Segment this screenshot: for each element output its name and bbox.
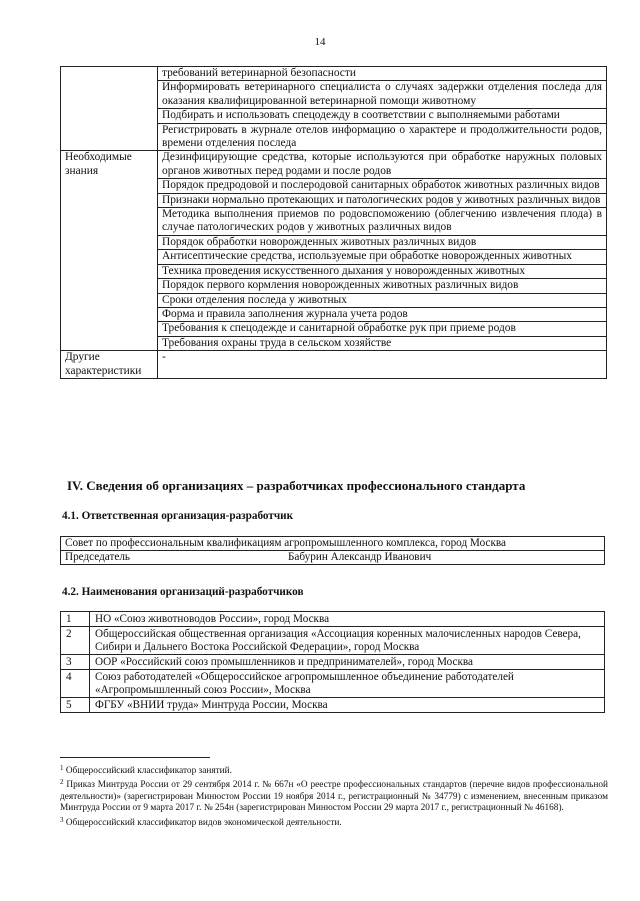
table-row xyxy=(61,698,605,713)
org-number: 4 xyxy=(61,670,90,698)
org-number: 1 xyxy=(61,612,90,627)
row-value: Дезинфицирующие средства, которые используются при обработке наружных половых органов животных перед родами и после родов xyxy=(158,151,607,179)
row-label: Необходимые знания xyxy=(61,151,158,351)
row-value: Требования охраны труда в сельском хозяйстве xyxy=(158,336,607,350)
chair-cell xyxy=(61,551,605,565)
section-4-title: IV. Сведения об организациях – разработчиках профессионального стандарта xyxy=(67,478,526,493)
developer-orgs-table xyxy=(60,611,605,713)
row-value: Информировать ветеринарного специалиста о случаях задержки отделения последа для оказания квалифицированной ветеринарной помощи животному xyxy=(158,81,607,109)
table-row xyxy=(61,670,605,698)
footnotes xyxy=(60,763,608,829)
table-row xyxy=(61,655,605,670)
org-name: Союз работодателей «Общероссийское агропромышленное объединение работодателей «Агропромышленный союз России», Москва xyxy=(90,670,605,698)
footnote-divider xyxy=(60,757,210,758)
footnote-text: Общероссийский классификатор видов экономической деятельности. xyxy=(65,817,342,828)
footnote-text: Общероссийский классификатор занятий. xyxy=(65,766,232,776)
table-row xyxy=(61,537,605,551)
table-row xyxy=(61,351,607,379)
footnote xyxy=(60,815,608,829)
table-row xyxy=(61,627,605,655)
table-row xyxy=(61,151,607,179)
row-value: Антисептические средства, используемые при обработке новорожденных животных xyxy=(158,250,607,264)
row-value: Методика выполнения приемов по родовспоможению (облегчению извлечения плода) в случае патологических родов у животных различных видов xyxy=(158,208,607,236)
org-name: ФГБУ «ВНИИ труда» Минтруда России, Москва xyxy=(90,698,605,713)
footnote-mark: 3 xyxy=(60,815,64,824)
footnote-mark: 1 xyxy=(60,764,64,772)
table-row xyxy=(61,67,607,81)
responsible-org-name: Совет по профессиональным квалификациям агропромышленного комплекса, город Москва xyxy=(61,537,605,551)
chair-role: Председатель xyxy=(65,551,131,563)
row-value: Порядок предродовой и послеродовой санитарных обработок животных различных видов xyxy=(158,179,607,193)
row-value: Форма и правила заполнения журнала учета родов xyxy=(158,307,607,321)
row-value: Порядок первого кормления новорожденных животных различных видов xyxy=(158,279,607,293)
section-4-1-title: 4.1. Ответственная организация-разработчик xyxy=(62,510,294,522)
row-value: Требования к спецодежде и санитарной обработке рук при приеме родов xyxy=(158,322,607,336)
row-label xyxy=(61,67,158,151)
row-value: - xyxy=(158,351,607,379)
org-number: 5 xyxy=(61,698,90,713)
org-name: ООР «Российский союз промышленников и предпринимателей», город Москва xyxy=(90,655,605,670)
footnote-mark: 2 xyxy=(60,778,64,787)
section-4-2-title: 4.2. Наименования организаций-разработчиков xyxy=(62,586,304,598)
chair-name: Бабурин Александр Иванович xyxy=(288,551,432,563)
page-number: 14 xyxy=(314,36,326,48)
org-name: НО «Союз животноводов России», город Москва xyxy=(90,612,605,627)
org-number: 2 xyxy=(61,627,90,655)
row-value: Подбирать и использовать спецодежду в соответствии с выполняемыми работами xyxy=(158,109,607,123)
row-value: Порядок обработки новорожденных животных различных видов xyxy=(158,235,607,249)
footnote xyxy=(60,777,608,814)
row-value: Техника проведения искусственного дыхания у новорожденных животных xyxy=(158,264,607,278)
row-label: Другие характеристики xyxy=(61,351,158,379)
knowledge-table xyxy=(60,66,607,379)
table-row xyxy=(61,612,605,627)
table-row xyxy=(61,551,605,565)
org-number: 3 xyxy=(61,655,90,670)
row-value: Регистрировать в журнале отелов информацию о характере и продолжительности родов, времени отделения последа xyxy=(158,123,607,151)
row-value: требований ветеринарной безопасности xyxy=(158,67,607,81)
responsible-org-table xyxy=(60,536,605,565)
row-value: Признаки нормально протекающих и патологических родов у животных различных видов xyxy=(158,193,607,207)
footnote-text: Приказ Минтруда России от 29 сентября 2014 г. № 667н «О реестре профессиональных стандартов (перечне видов профессиональной деятельности)» (зарегистрирован Минюстом России 19 ноября 2014 г., регистрационный № 34779) с изменением, внесенным приказом Минтруда России от 9 марта 2017 г. № 254н (зарегистрирован Минюстом России 29 марта 2017 г., регистрационный № 46168). xyxy=(60,780,609,814)
org-name: Общероссийская общественная организация «Ассоциация коренных малочисленных народов Севера, Сибири и Дальнего Востока Российской Федерации», город Москва xyxy=(90,627,605,655)
footnote xyxy=(60,763,608,777)
row-value: Сроки отделения последа у животных xyxy=(158,293,607,307)
